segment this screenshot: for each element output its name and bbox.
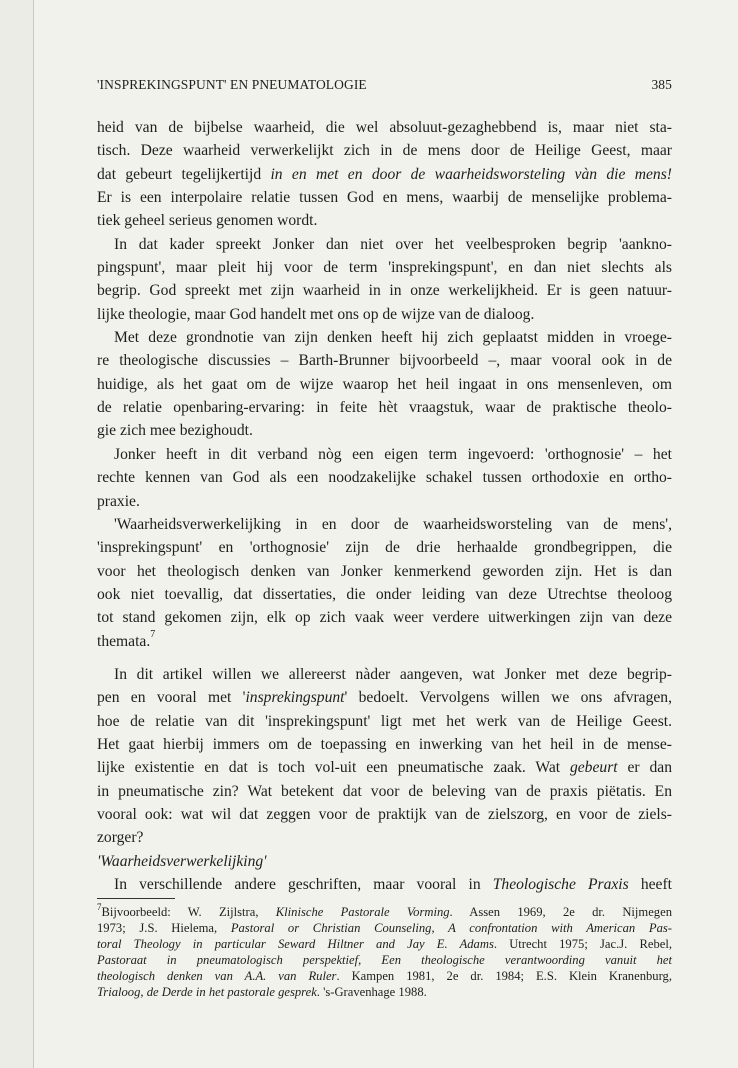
italic-text: toral Theology in particular Seward Hiltner and Jay E. Adams xyxy=(97,937,494,951)
text: re theologische discussies – Barth-Brunner bijvoorbeeld –, maar vooral ook in de xyxy=(97,352,672,370)
text-line xyxy=(97,663,672,686)
text: in pneumatische zin? Wat betekent dat voor de beleving van de praxis piëtatis. En xyxy=(97,782,672,800)
text-line xyxy=(97,583,672,606)
scan-edge xyxy=(0,0,34,1068)
italic-text: insprekingspunt xyxy=(245,689,345,707)
page-number: 385 xyxy=(651,77,672,92)
paragraph xyxy=(97,233,672,326)
text: ook niet toevallig, dat dissertaties, die onder leiding van deze Utrechtse theoloog xyxy=(97,585,672,603)
italic-text: gebeurt xyxy=(569,759,618,777)
text-line xyxy=(97,396,672,419)
text: Met deze grondnotie van zijn denken heeft hij zich geplaatst midden in vroege- xyxy=(114,329,672,347)
text: 'Waarheidsverwerkelijking in en door de waarheidsworsteling van de mens', xyxy=(114,515,672,533)
italic-text: Theologische Praxis xyxy=(492,876,629,893)
text-line xyxy=(97,826,672,849)
text: lijke existentie en dat is toch vol-uit een pneumatische zaak. Wat xyxy=(97,759,570,777)
italic-text: in en met en door de waarheidsworsteling vàn die mens! xyxy=(270,165,672,183)
text-line xyxy=(97,536,672,559)
text: huidige, als het gaat om de wijze waarop het heil ingaat in ons mensenleven, om xyxy=(97,375,672,393)
text: tisch. Deze waarheid verwerkelijkt zich in de mens door de Heilige Geest, maar xyxy=(97,142,672,160)
text-line xyxy=(97,373,672,396)
footnote-number: 7 xyxy=(97,902,102,912)
text-line xyxy=(97,326,672,349)
text-line xyxy=(97,560,672,583)
text-line xyxy=(97,710,672,733)
italic-text: 'Waarheidsverwerkelijking' xyxy=(97,852,267,870)
text-line xyxy=(97,419,672,442)
text: In dat kader spreekt Jonker dan niet over het veelbesproken begrip 'aankno- xyxy=(114,235,672,253)
text-line xyxy=(97,780,672,803)
footnote-line xyxy=(97,904,672,920)
text: 1973; J.S. Hielema, xyxy=(97,921,231,935)
text: dat gebeurt tegelijkertijd xyxy=(97,165,271,183)
paragraph xyxy=(97,850,672,873)
italic-text: Pastoraat in pneumatologisch perspektief, Een theologische verantwoording vanuit het xyxy=(97,953,672,967)
text-line xyxy=(97,443,672,466)
text: 'insprekingspunt' en 'orthognosie' zijn de drie herhaalde grondbegrippen, die xyxy=(97,539,672,557)
text: . 's-Gravenhage 1988. xyxy=(316,985,427,999)
text-line xyxy=(97,630,672,653)
text: Het gaat hierbij immers om de toepassing en inwerking van het heil in de mense- xyxy=(97,735,672,753)
text-line xyxy=(97,209,672,232)
text: lijke theologie, maar God handelt met ons op de wijze van de dialoog. xyxy=(97,305,535,323)
text-line xyxy=(97,803,672,826)
text-line xyxy=(97,466,672,489)
text: hoe de relatie van dit 'insprekingspunt' ligt met het werk van de Heilige Geest. xyxy=(97,712,672,730)
text: themata. xyxy=(97,632,151,650)
text: praxie. xyxy=(97,492,140,510)
paragraph xyxy=(97,873,672,896)
text-line xyxy=(97,116,672,139)
footnote xyxy=(97,904,672,1000)
text-line xyxy=(97,513,672,536)
text: begrip. God spreekt met zijn waarheid in in onze werkelijkheid. Er is geen natuur- xyxy=(97,282,672,300)
italic-text: Pastoral or Christian Counseling, A confrontation with American Pas- xyxy=(230,921,672,935)
running-title: 'INSPREKINGSPUNT' EN PNEUMATOLOGIE xyxy=(97,77,367,92)
text-line xyxy=(97,349,672,372)
text-line xyxy=(97,186,672,209)
text-line xyxy=(97,139,672,162)
footnote-reference[interactable]: 7 xyxy=(150,628,156,640)
running-header xyxy=(97,77,672,93)
text-line xyxy=(97,256,672,279)
text: Er is een interpolaire relatie tussen God en mens, waarbij de menselijke problema- xyxy=(97,189,672,207)
paragraph xyxy=(97,326,672,443)
text: er dan xyxy=(617,759,672,777)
paragraph xyxy=(97,663,672,850)
text: tiek geheel serieus genomen wordt. xyxy=(97,212,318,230)
text-line xyxy=(97,873,672,896)
footnote-line xyxy=(97,936,672,952)
text: gie zich mee bezighoudt. xyxy=(97,422,253,440)
text: vooral ook: wat wil dat zeggen voor de praktijk van de zielszorg, en voor de ziels- xyxy=(97,805,672,823)
text-line xyxy=(97,606,672,629)
italic-text: Trialoog, de Derde in het pastorale gesprek xyxy=(97,985,317,999)
text-line xyxy=(97,686,672,709)
text: pen en vooral met ' xyxy=(97,689,246,707)
text-line xyxy=(97,490,672,513)
paragraph xyxy=(97,116,672,233)
text-line xyxy=(97,733,672,756)
text-line xyxy=(97,279,672,302)
footnote-rule xyxy=(97,898,175,899)
paragraph xyxy=(97,513,672,653)
text: In dit artikel willen we allereerst nàder aangeven, wat Jonker met deze begrip- xyxy=(114,665,672,683)
paragraph xyxy=(97,443,672,513)
text-line xyxy=(97,756,672,779)
text: heeft xyxy=(628,876,672,893)
text: zorger? xyxy=(97,829,144,847)
body-text xyxy=(97,116,672,896)
text: voor het theologisch denken van Jonker kenmerkend geworden zijn. Het is dan xyxy=(97,562,672,580)
text-line xyxy=(97,850,672,873)
footnote-line xyxy=(97,984,672,1000)
text: . Utrecht 1975; Jac.J. Rebel, xyxy=(493,937,672,951)
text: de relatie openbaring-ervaring: in feite hèt vraagstuk, waar de praktische theolo- xyxy=(97,399,672,417)
footnote-line xyxy=(97,968,672,984)
text: . Kampen 1981, 2e dr. 1984; E.S. Klein Kranenburg, xyxy=(336,969,672,983)
text-line xyxy=(97,163,672,186)
text: ' bedoelt. Vervolgens willen we ons afvragen, xyxy=(344,689,673,707)
text: Bijvoorbeeld: W. Zijlstra, xyxy=(101,905,276,919)
text-line xyxy=(97,303,672,326)
text: pingspunt', maar pleit hij voor de term 'insprekingspunt', en dan niet slechts als xyxy=(97,259,672,277)
footnote-line xyxy=(97,952,672,968)
text: rechte kennen van God als een noodzakelijke schakel tussen orthodoxie en ortho- xyxy=(97,469,672,487)
text: . Assen 1969, 2e dr. Nijmegen xyxy=(449,905,672,919)
text: tot stand gekomen zijn, elk op zich vaak weer verdere uitwerkingen zijn van deze xyxy=(97,609,672,627)
italic-text: theologisch denken van A.A. van Ruler xyxy=(97,969,337,983)
italic-text: Klinische Pastorale Vorming xyxy=(275,905,450,919)
text: Jonker heeft in dit verband nòg een eigen term ingevoerd: 'orthognosie' – het xyxy=(114,445,672,463)
footnote-line xyxy=(97,920,672,936)
text: heid van de bijbelse waarheid, die wel absoluut-gezaghebbend is, maar niet sta- xyxy=(97,119,672,136)
text: In verschillende andere geschriften, maar vooral in xyxy=(114,876,493,893)
text-line xyxy=(97,233,672,256)
